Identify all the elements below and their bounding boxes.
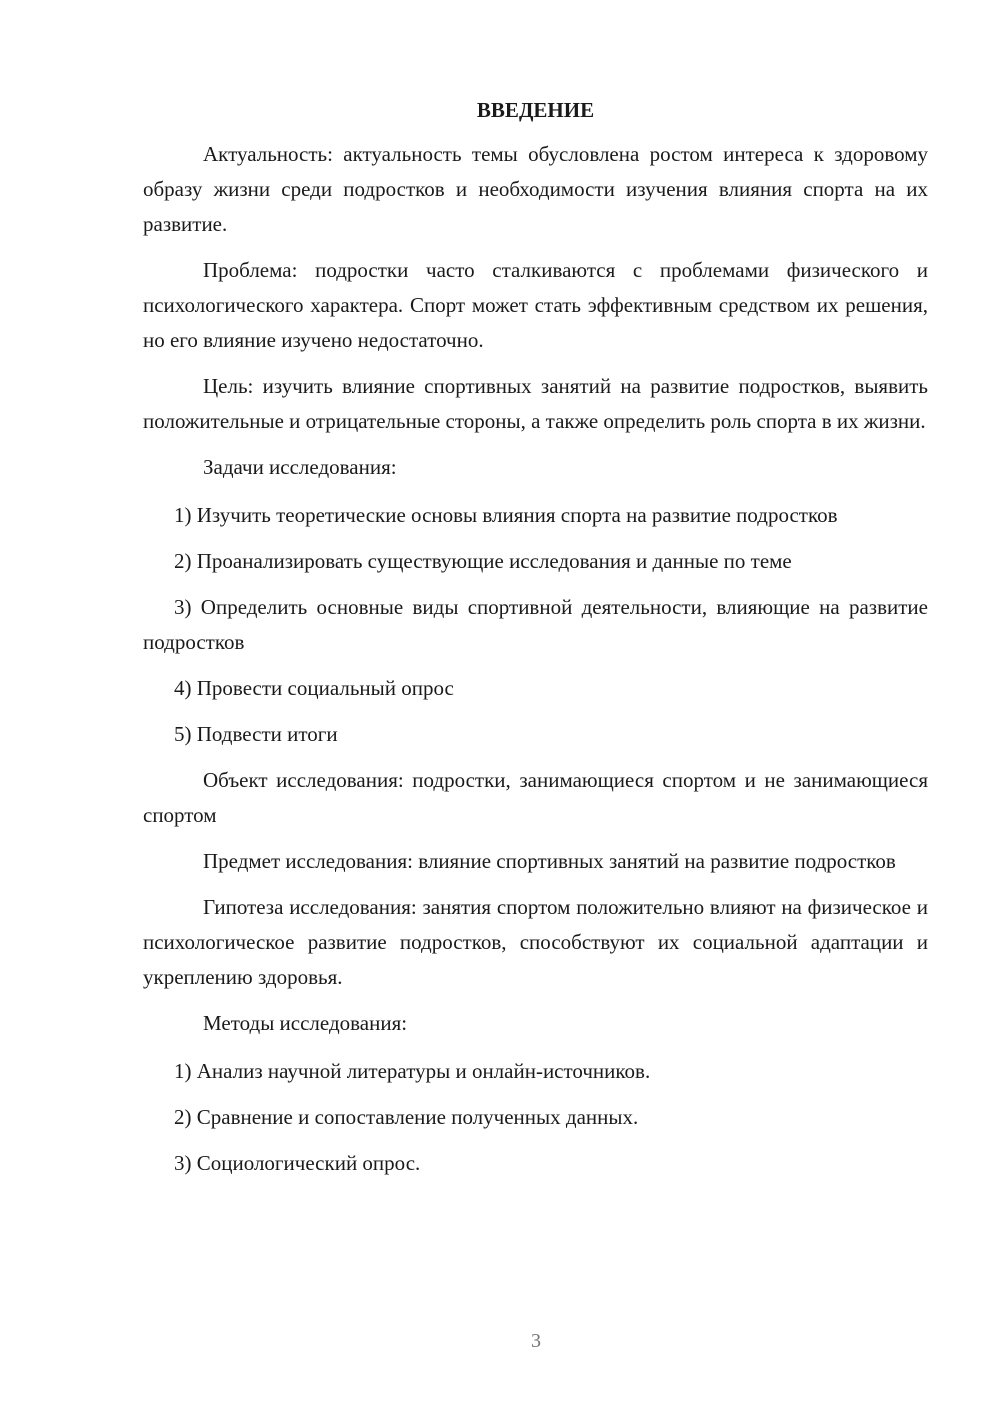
goal-paragraph: Цель: изучить влияние спортивных занятий на развитие подростков, выявить положительные и отрицательные стороны, а также определить роль спорта в их жизни. (143, 374, 928, 433)
method-item: 2) Сравнение и сопоставление полученных данных. (174, 1105, 639, 1129)
task-item: 2) Проанализировать существующие исследования и данные по теме (174, 549, 792, 573)
relevance-paragraph: Актуальность: актуальность темы обусловлена ростом интереса к здоровому образу жизни среди подростков и необходимости изучения влияния спорта на их развитие. (143, 142, 928, 236)
task-item: 4) Провести социальный опрос (174, 676, 454, 700)
page-content (143, 96, 928, 1192)
page-number: 3 (531, 1330, 541, 1352)
tasks-label: Задачи исследования: (203, 455, 397, 479)
task-item: 5) Подвести итоги (174, 722, 338, 746)
methods-label: Методы исследования: (203, 1011, 408, 1035)
problem-paragraph: Проблема: подростки часто сталкиваются с проблемами физического и психологического характера. Спорт может стать эффективным средством их решения, но его влияние изучено недостаточно. (143, 258, 928, 352)
task-item: 1) Изучить теоретические основы влияния спорта на развитие подростков (174, 503, 838, 527)
method-item: 3) Социологический опрос. (174, 1151, 421, 1175)
object-paragraph: Объект исследования: подростки, занимающиеся спортом и не занимающиеся спортом (143, 768, 928, 827)
task-item: 3) Определить основные виды спортивной деятельности, влияющие на развитие подростков (143, 595, 928, 654)
section-title: ВВЕДЕНИЕ (476, 98, 595, 122)
subject-paragraph: Предмет исследования: влияние спортивных занятий на развитие подростков (203, 849, 896, 873)
method-item: 1) Анализ научной литературы и онлайн-источников. (174, 1059, 651, 1083)
hypothesis-paragraph: Гипотеза исследования: занятия спортом положительно влияют на физическое и психологическое развитие подростков, способствуют их социальной адаптации и укреплению здоровья. (143, 895, 928, 989)
